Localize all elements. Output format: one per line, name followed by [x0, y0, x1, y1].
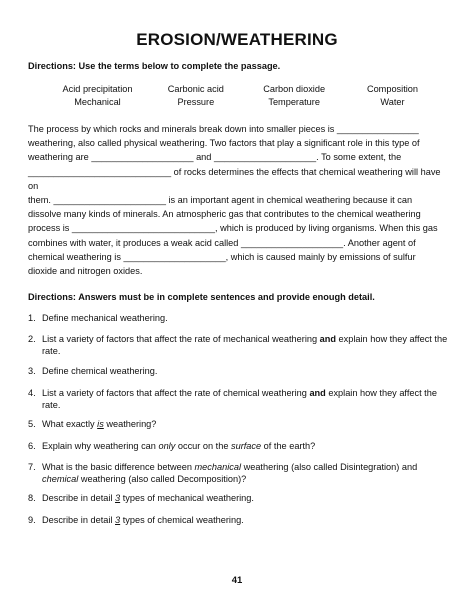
passage-line: process is ____________________________, which is produced by living organisms. When this gas — [28, 223, 438, 234]
emphasis-text: only — [158, 441, 176, 451]
text-run: Define mechanical weathering. — [42, 313, 168, 323]
term: Composition — [366, 84, 419, 94]
question-item — [28, 440, 448, 452]
term-row — [50, 97, 440, 110]
term-bank — [50, 84, 440, 110]
emphasis-text: and — [319, 334, 336, 344]
question-item — [28, 514, 448, 526]
emphasis-text: surface — [230, 441, 262, 451]
question-text — [42, 440, 448, 452]
text-run: weathering (also called Decomposition)? — [78, 474, 247, 484]
term: Acid precipitation — [62, 84, 133, 94]
question-item — [28, 365, 448, 377]
text-run: types of chemical weathering. — [120, 515, 244, 525]
passage-line: weathering, also called physical weathering. Two factors that play a significant role in this type of — [28, 138, 420, 149]
text-run: Describe in detail — [42, 515, 116, 525]
question-item — [28, 333, 448, 357]
passage-line: The process by which rocks and minerals break down into smaller pieces is ________________ — [28, 124, 419, 134]
question-number: 4. — [28, 388, 36, 398]
emphasis-text: 3 — [115, 493, 121, 503]
emphasis-text: chemical — [42, 474, 79, 484]
question-item — [28, 461, 448, 485]
question-number: 9. — [28, 515, 36, 525]
passage-line: dioxide and nitrogen oxides. — [28, 266, 143, 277]
text-run: Describe in detail — [42, 493, 116, 503]
term: Carbon dioxide — [263, 84, 326, 94]
question-number: 3. — [28, 366, 36, 376]
question-text — [42, 418, 448, 430]
text-run: Define chemical weathering. — [42, 366, 158, 376]
text-run: What exactly — [42, 419, 98, 429]
question-number: 5. — [28, 419, 36, 429]
text-run: weathering (also called Disintegration) and — [241, 462, 418, 472]
question-text — [42, 312, 448, 324]
question-item — [28, 418, 448, 430]
term: Mechanical — [74, 97, 121, 107]
directions-fill-in: Directions: Use the terms below to complete the passage. — [28, 61, 281, 71]
passage-line: combines with water, it produces a weak acid called ____________________. Another agent of — [28, 237, 416, 248]
passage-line: ____________________________ of rocks determines the effects that chemical weathering will have on — [28, 166, 441, 191]
text-run: explain how they affect the rate. — [42, 334, 448, 356]
text-run: Explain why weathering can — [42, 441, 159, 451]
question-number: 1. — [28, 313, 36, 323]
term: Water — [380, 97, 405, 107]
emphasis-text: mechanical — [194, 462, 242, 472]
text-run: explain how they affect the rate. — [42, 388, 437, 410]
question-number: 8. — [28, 493, 36, 503]
emphasis-text: 3 — [115, 515, 121, 525]
question-text — [42, 387, 448, 411]
text-run: List a variety of factors that affect the rate of chemical weathering — [42, 388, 310, 398]
term: Temperature — [268, 97, 320, 107]
text-run: of the earth? — [261, 441, 316, 451]
passage-line: weathering are ____________________ and ____________________. To some extent, the — [28, 152, 402, 163]
text-run: weathering? — [103, 419, 157, 429]
question-item — [28, 312, 448, 324]
question-number: 7. — [28, 462, 36, 472]
emphasis-text: and — [309, 388, 326, 398]
text-run: occur on the — [175, 441, 231, 451]
term: Carbonic acid — [167, 84, 224, 94]
emphasis-text: is — [97, 419, 104, 429]
question-text — [42, 365, 448, 377]
text-run: types of mechanical weathering. — [120, 493, 254, 503]
text-run: List a variety of factors that affect the rate of mechanical weathering — [42, 334, 320, 344]
question-text — [42, 514, 448, 526]
passage-line: them. ______________________ is an important agent in chemical weathering because it can — [28, 195, 413, 206]
question-item — [28, 387, 448, 411]
question-text — [42, 461, 448, 485]
question-text — [42, 492, 448, 504]
question-text — [42, 333, 448, 357]
question-number: 2. — [28, 334, 36, 344]
page-title: EROSION/WEATHERING — [136, 30, 338, 49]
passage-line: chemical weathering is ____________________, which is caused mainly by emissions of sulfur — [28, 251, 416, 262]
question-number: 6. — [28, 441, 36, 451]
fill-in-passage — [28, 122, 448, 278]
directions-short-answer: Directions: Answers must be in complete sentences and provide enough detail. — [28, 292, 375, 302]
text-run: What is the basic difference between — [42, 462, 195, 472]
term-row — [50, 84, 440, 97]
page-number: 41 — [231, 575, 243, 586]
term: Pressure — [177, 97, 215, 107]
question-item — [28, 492, 448, 504]
passage-line: dissolve many kinds of minerals. An atmospheric gas that contributes to the chemical weathering — [28, 209, 421, 220]
